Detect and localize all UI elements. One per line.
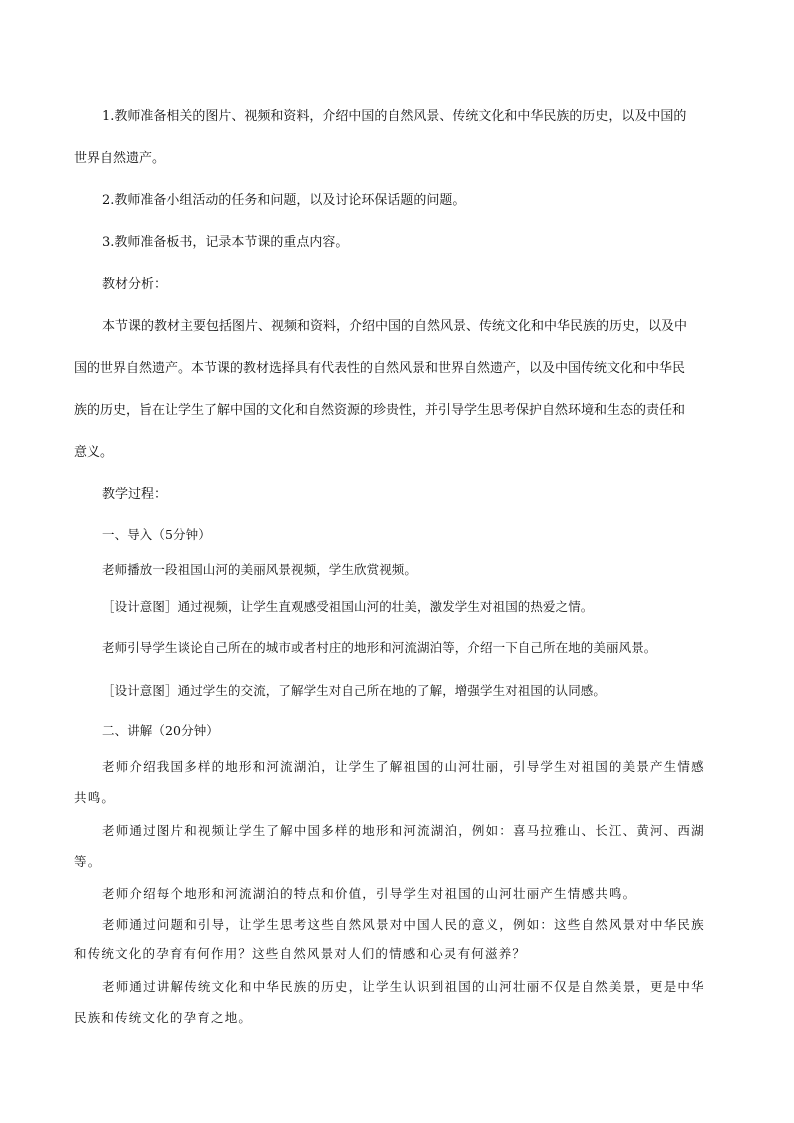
explain-para-1-line-2: 共鸣。 — [74, 790, 116, 805]
prep-item-1-line-2: 世界自然遗产。 — [74, 151, 166, 166]
explain-para-2-line-2: 等。 — [74, 854, 102, 869]
section-intro-heading: 一、导入（5分钟） — [102, 527, 211, 542]
prep-item-1-line-1: 1.教师准备相关的图片、视频和资料，介绍中国的自然风景、传统文化和中华民族的历史，以及中国的 — [102, 109, 687, 124]
materials-line-3: 族的历史，旨在让学生了解中国的文化和自然资源的珍贵性，并引导学生思考保护自然环境和生态的责任和 — [74, 403, 686, 418]
materials-line-4: 意义。 — [74, 445, 114, 460]
prep-item-3: 3.教师准备板书，记录本节课的重点内容。 — [102, 235, 349, 250]
explain-para-1-line-1: 老师介绍我国多样的地形和河流湖泊，让学生了解祖国的山河壮丽，引导学生对祖国的美景产生情感 — [102, 759, 705, 774]
materials-line-2: 国的世界自然遗产。本节课的教材选择具有代表性的自然风景和世界自然遗产，以及中国传统文化和中华民 — [74, 361, 686, 376]
explain-para-2-line-1: 老师通过图片和视频让学生了解中国多样的地形和河流湖泊，例如：喜马拉雅山、长江、黄河、西湖 — [102, 823, 705, 838]
intro-design-intent-1: ［设计意图］通过视频，让学生直观感受祖国山河的壮美，激发学生对祖国的热爱之情。 — [102, 599, 594, 614]
section-explain-heading: 二、讲解（20分钟） — [102, 723, 219, 738]
explain-para-4-line-2: 和传统文化的孕育有何作用？这些自然风景对人们的情感和心灵有何滋养？ — [74, 946, 527, 961]
explain-para-4-line-1: 老师通过问题和引导，让学生思考这些自然风景对中国人民的意义，例如：这些自然风景对中华民族 — [102, 917, 705, 932]
heading-materials: 教材分析： — [102, 277, 168, 292]
prep-item-2: 2.教师准备小组活动的任务和问题，以及讨论环保话题的问题。 — [102, 193, 466, 208]
intro-design-intent-2: ［设计意图］通过学生的交流，了解学生对自己所在地的了解，增强学生对祖国的认同感。 — [102, 683, 607, 698]
explain-para-3: 老师介绍每个地形和河流湖泊的特点和价值，引导学生对祖国的山河壮丽产生情感共鸣。 — [102, 886, 637, 901]
explain-para-5-line-1: 老师通过讲解传统文化和中华民族的历史，让学生认识到祖国的山河壮丽不仅是自然美景，更是中华 — [102, 979, 705, 994]
heading-process: 教学过程： — [102, 487, 168, 502]
intro-step-1: 老师播放一段祖国山河的美丽风景视频，学生欣赏视频。 — [102, 562, 418, 577]
intro-step-2: 老师引导学生谈论自己所在的城市或者村庄的地形和河流湖泊等，介绍一下自己所在地的美丽风景。 — [102, 640, 657, 655]
explain-para-5-line-2: 民族和传统文化的孕育之地。 — [74, 1010, 253, 1025]
materials-line-1: 本节课的教材主要包括图片、视频和资料，介绍中国的自然风景、传统文化和中华民族的历史，以及中 — [102, 319, 688, 334]
